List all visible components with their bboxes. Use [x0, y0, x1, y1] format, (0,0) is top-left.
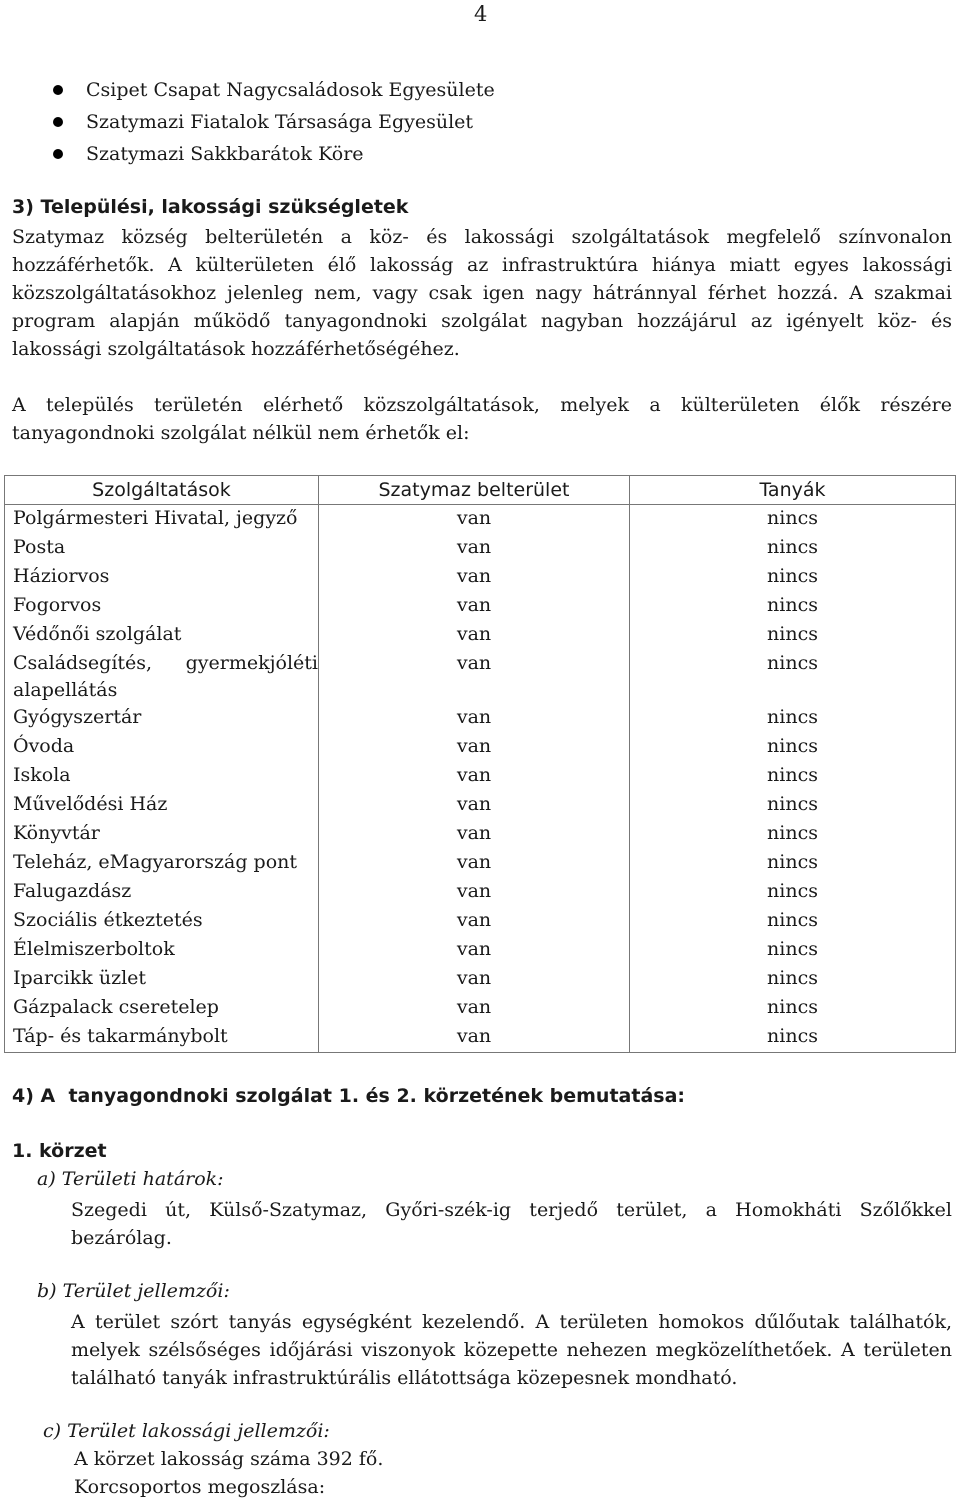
service-name: Táp- és takarmánybolt: [5, 1023, 319, 1053]
section-3-title: 3) Települési, lakossági szükségletek: [12, 196, 409, 218]
service-name: Polgármesteri Hivatal, jegyző: [5, 505, 319, 535]
inner-area-value: van: [319, 762, 630, 791]
inner-area-value: van: [319, 733, 630, 762]
table-row: [5, 791, 956, 820]
service-name: Művelődési Ház: [5, 791, 319, 820]
table-row: [5, 650, 956, 704]
inner-area-value: van: [319, 936, 630, 965]
inner-area-value: van: [319, 704, 630, 733]
farmstead-value: nincs: [630, 849, 956, 878]
table-row: [5, 965, 956, 994]
farmstead-value: nincs: [630, 505, 956, 535]
table-row: [5, 534, 956, 563]
age-distribution-text: Korcsoportos megoszlása:: [74, 1476, 326, 1498]
district-title: 1. körzet: [12, 1140, 107, 1162]
column-header-farmsteads: Tanyák: [630, 476, 956, 505]
inner-area-value: van: [319, 849, 630, 878]
service-name: Élelmiszerboltok: [5, 936, 319, 965]
table-row: [5, 994, 956, 1023]
service-name: Gyógyszertár: [5, 704, 319, 733]
service-name: Családsegítés, gyermekjóléti alapellátás: [5, 650, 319, 704]
inner-area-value: van: [319, 820, 630, 849]
table-row: [5, 762, 956, 791]
table-row: [5, 820, 956, 849]
population-characteristics-label: c) Terület lakossági jellemzői:: [43, 1420, 330, 1442]
list-item: Szatymazi Sakkbarátok Köre: [0, 140, 495, 172]
inner-area-value: van: [319, 534, 630, 563]
service-name: Fogorvos: [5, 592, 319, 621]
farmstead-value: nincs: [630, 820, 956, 849]
table-row: [5, 936, 956, 965]
bullet-icon: [53, 85, 63, 95]
farmstead-value: nincs: [630, 733, 956, 762]
farmstead-value: nincs: [630, 1023, 956, 1053]
list-item: Csipet Csapat Nagycsaládosok Egyesülete: [0, 76, 495, 108]
table-row: [5, 907, 956, 936]
organization-list: [0, 76, 495, 172]
inner-area-value: van: [319, 965, 630, 994]
column-header-inner-area: Szatymaz belterület: [319, 476, 630, 505]
table-row: [5, 733, 956, 762]
table-row: [5, 704, 956, 733]
service-name: Iparcikk üzlet: [5, 965, 319, 994]
farmstead-value: nincs: [630, 592, 956, 621]
services-intro-paragraph: A település területén elérhető közszolgáltatások, melyek a külterületen élők részére tanyagondnoki szolgálat nélkül nem érhetők el:: [12, 394, 952, 444]
table-row: [5, 1023, 956, 1053]
table-row: [5, 621, 956, 650]
service-name: Teleház, eMagyarország pont: [5, 849, 319, 878]
section-3-paragraph: Szatymaz község belterületén a köz- és lakossági szolgáltatások megfelelő színvonalon hozzáférhetők. A külterületen élő lakosság az infrastruktúra hiánya miatt egyes lakossági közszolgáltatásokhoz jelenleg nem, vagy csak igen nagy hátránnyal férhet hozzá. A szakmai program alapján működő tanyagondnoki szolgálat nagyban hozzájárul az igényelt köz- és lakossági szolgáltatások hozzáférhetőségéhez.: [12, 226, 952, 360]
inner-area-value: van: [319, 621, 630, 650]
farmstead-value: nincs: [630, 907, 956, 936]
farmstead-value: nincs: [630, 965, 956, 994]
farmstead-value: nincs: [630, 791, 956, 820]
column-header-services: Szolgáltatások: [5, 476, 319, 505]
area-characteristics-label: b) Terület jellemzői:: [37, 1280, 230, 1302]
page-number: 4: [474, 2, 488, 26]
inner-area-value: van: [319, 563, 630, 592]
service-name: Könyvtár: [5, 820, 319, 849]
farmstead-value: nincs: [630, 534, 956, 563]
farmstead-value: nincs: [630, 936, 956, 965]
inner-area-value: van: [319, 907, 630, 936]
farmstead-value: nincs: [630, 563, 956, 592]
service-name: Háziorvos: [5, 563, 319, 592]
table-row: [5, 849, 956, 878]
table-row: [5, 878, 956, 907]
service-name: Gázpalack cseretelep: [5, 994, 319, 1023]
service-name: Szociális étkeztetés: [5, 907, 319, 936]
population-count-text: A körzet lakosság száma 392 fő.: [74, 1448, 384, 1470]
inner-area-value: van: [319, 994, 630, 1023]
farmstead-value: nincs: [630, 994, 956, 1023]
farmstead-value: nincs: [630, 704, 956, 733]
bullet-icon: [53, 149, 63, 159]
inner-area-value: van: [319, 592, 630, 621]
inner-area-value: van: [319, 791, 630, 820]
service-name: Posta: [5, 534, 319, 563]
farmstead-value: nincs: [630, 650, 956, 704]
inner-area-value: van: [319, 878, 630, 907]
services-table: [4, 475, 956, 1053]
inner-area-value: van: [319, 650, 630, 704]
farmstead-value: nincs: [630, 762, 956, 791]
service-name: Óvoda: [5, 733, 319, 762]
table-row: [5, 563, 956, 592]
area-characteristics-text: A terület szórt tanyás egységként kezelendő. A területen homokos dűlőutak találhatók, melyek szélsőséges időjárási viszonyok közepette nehezen megközelíthetőek. A területen található tanyák infrastruktúrális ellátottsága közepesnek mondható.: [71, 1311, 952, 1389]
farmstead-value: nincs: [630, 878, 956, 907]
farmstead-value: nincs: [630, 621, 956, 650]
inner-area-value: van: [319, 1023, 630, 1053]
list-item: Szatymazi Fiatalok Társasága Egyesület: [0, 108, 495, 140]
district-borders-text: Szegedi út, Külső-Szatymaz, Győri-szék-ig terjedő terület, a Homokháti Szőlőkkel bezárólag.: [71, 1199, 952, 1249]
table-row: [5, 505, 956, 535]
table-row: [5, 592, 956, 621]
district-borders-label: a) Területi határok:: [37, 1168, 224, 1190]
inner-area-value: van: [319, 505, 630, 535]
bullet-icon: [53, 117, 63, 127]
section-4-title: 4) A tanyagondnoki szolgálat 1. és 2. körzetének bemutatása:: [12, 1085, 685, 1107]
service-name: Védőnői szolgálat: [5, 621, 319, 650]
service-name: Iskola: [5, 762, 319, 791]
service-name: Falugazdász: [5, 878, 319, 907]
table-header-row: [5, 476, 956, 505]
